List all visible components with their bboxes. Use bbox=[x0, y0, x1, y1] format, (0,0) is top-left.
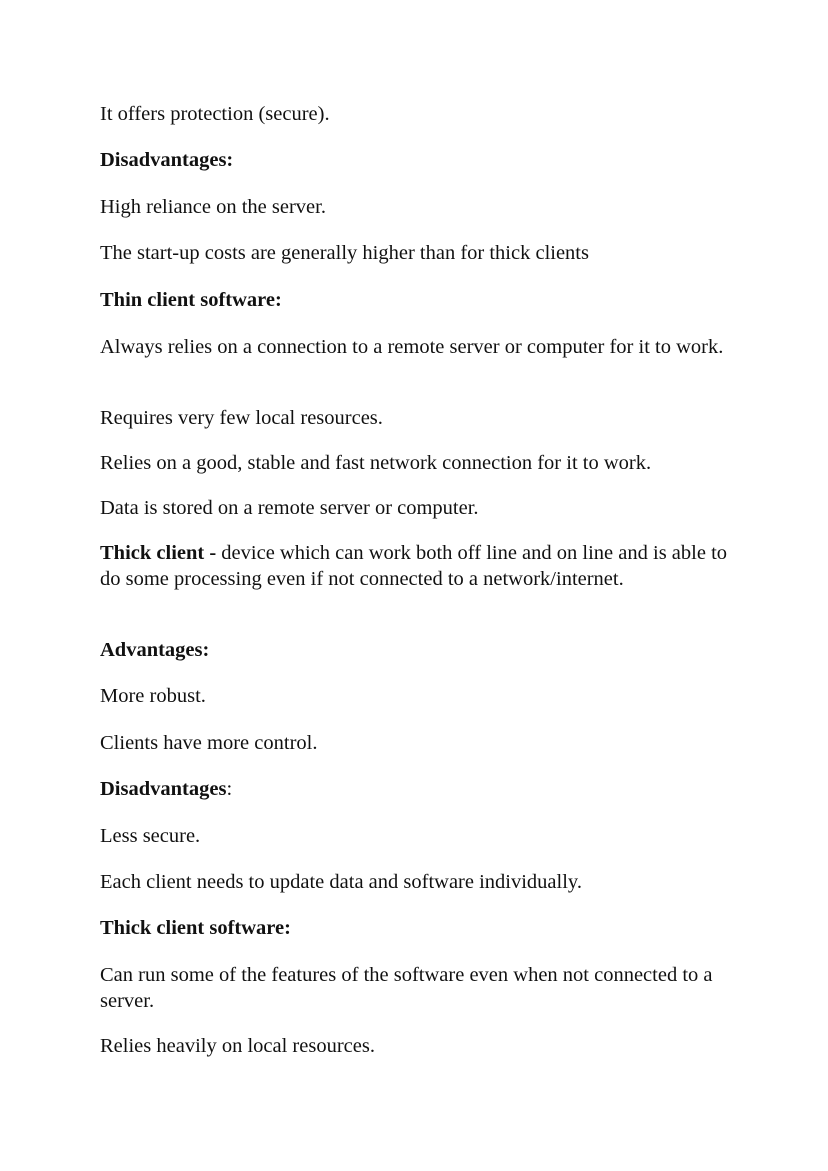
definition-thick-client: device which can work both off line and on line and is able to do some processing even if not connected to a network/internet. bbox=[100, 542, 728, 590]
paragraph-network-connection: Relies on a good, stable and fast network connection for it to work. bbox=[100, 452, 652, 474]
paragraph-startup-costs: The start-up costs are generally higher than for thick clients bbox=[100, 242, 589, 264]
heading-thin-client-software: Thin client software: bbox=[100, 289, 282, 311]
paragraph-data-stored: Data is stored on a remote server or computer. bbox=[100, 497, 479, 519]
heading-disadvantages-thick-label: Disadvantages bbox=[100, 778, 227, 800]
paragraph-robust: More robust. bbox=[100, 685, 206, 707]
heading-disadvantages-thick-colon: : bbox=[226, 778, 233, 800]
paragraph-protection: It offers protection (secure). bbox=[100, 103, 330, 125]
paragraph-more-control: Clients have more control. bbox=[100, 732, 318, 754]
paragraph-update-individually: Each client needs to update data and software individually. bbox=[100, 871, 582, 893]
paragraph-local-resources: Relies heavily on local resources. bbox=[100, 1035, 375, 1057]
paragraph-run-offline: Can run some of the features of the software even when not connected to a server. bbox=[100, 964, 713, 1012]
paragraph-few-resources: Requires very few local resources. bbox=[100, 407, 383, 429]
heading-disadvantages-thin: Disadvantages: bbox=[100, 149, 234, 171]
paragraph-thick-client-definition bbox=[100, 540, 740, 592]
heading-disadvantages-thick bbox=[100, 776, 740, 802]
paragraph-server-reliance: High reliance on the server. bbox=[100, 196, 326, 218]
paragraph-remote-connection: Always relies on a connection to a remote server or computer for it to work. bbox=[100, 336, 724, 358]
paragraph-less-secure: Less secure. bbox=[100, 825, 201, 847]
term-thick-client: Thick client - bbox=[100, 542, 217, 564]
heading-advantages: Advantages: bbox=[100, 639, 210, 661]
heading-thick-client-software: Thick client software: bbox=[100, 917, 291, 939]
